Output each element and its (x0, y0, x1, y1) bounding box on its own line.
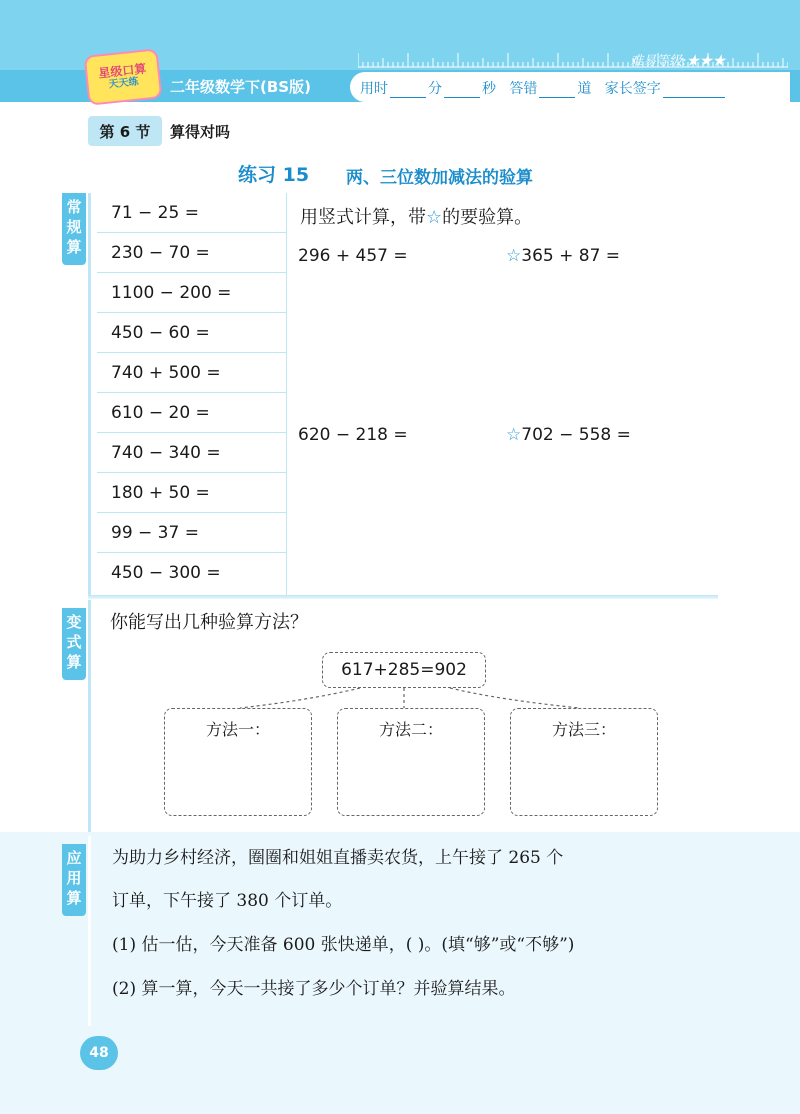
exercise-title: 练习 15 (238, 164, 310, 186)
routine-item: 1100 − 200 = (97, 273, 287, 313)
difficulty-stars: ★★★ (686, 54, 726, 69)
problem-2 (506, 246, 620, 266)
section-number: 第 6 节 (88, 116, 162, 146)
tab-routine-label: 常 规 算 (66, 198, 82, 256)
timing-row (360, 78, 725, 98)
instruction-pre: 用竖式计算，带 (300, 207, 426, 228)
problem-4 (506, 425, 631, 445)
wrong-label: 答错 (509, 81, 538, 97)
application-left-border (88, 836, 91, 1026)
exercise-subtitle: 两、三位数加减法的验算 (346, 168, 533, 188)
routine-item: 740 + 500 = (97, 353, 287, 393)
time-blank[interactable] (390, 83, 426, 98)
routine-item: 610 − 20 = (97, 393, 287, 433)
routine-table (97, 193, 287, 593)
routine-item: 71 − 25 = (97, 193, 287, 233)
time-label: 用时 (360, 81, 388, 97)
wrong-blank[interactable] (539, 83, 575, 98)
routine-left-border (88, 193, 91, 595)
table-divider (286, 193, 287, 595)
problem-2-text: 365 + 87 = (521, 246, 621, 266)
book-title: 二年级数学下(BS版) (170, 78, 311, 96)
difficulty-label: 难易等级: (630, 54, 687, 69)
variation-question: 你能写出几种验算方法？ (110, 612, 308, 633)
routine-item: 180 + 50 = (97, 473, 287, 513)
star-icon: ☆ (506, 425, 522, 445)
method-box-1[interactable]: 方法一： (164, 708, 312, 816)
app-line-1: 为助力乡村经济，圈圈和姐姐直播卖农货，上午接了 265 个 (112, 848, 564, 868)
series-logo (84, 48, 163, 105)
routine-item: 99 − 37 = (97, 513, 287, 553)
sec-label: 秒 (482, 81, 496, 97)
min-label: 分 (428, 81, 442, 97)
routine-item: 740 − 340 = (97, 433, 287, 473)
method-box-2[interactable]: 方法二： (337, 708, 485, 816)
routine-item: 450 − 60 = (97, 313, 287, 353)
logo-line2: 天天练 (108, 76, 140, 91)
app-line-2: 订单，下午接了 380 个订单。 (112, 891, 343, 911)
equation-box: 617+285=902 (322, 652, 486, 688)
tab-variation (62, 608, 86, 680)
app-question-2: (2) 算一算，今天一共接了多少个订单？并验算结果。 (112, 979, 516, 999)
method-box-3[interactable]: 方法三： (510, 708, 658, 816)
routine-instruction (300, 203, 532, 229)
routine-item: 230 − 70 = (97, 233, 287, 273)
difficulty (630, 50, 725, 69)
logo-line1: 星级口算 (97, 61, 147, 81)
item-label: 道 (577, 81, 592, 97)
tab-application (62, 844, 86, 916)
section-title: 算得对吗 (170, 122, 231, 141)
problem-1: 296 + 457 = (298, 246, 408, 266)
star-icon: ☆ (506, 246, 522, 266)
sec-blank[interactable] (444, 83, 480, 98)
parent-sign-blank[interactable] (663, 83, 725, 98)
variation-left-border (88, 600, 91, 832)
routine-item: 450 − 300 = (111, 563, 221, 583)
problem-4-text: 702 − 558 = (521, 425, 631, 445)
app-question-1: (1) 估一估，今天准备 600 张快递单，( )。(填“够”或“不够”) (112, 935, 575, 955)
instruction-post: 的要验算。 (442, 207, 533, 228)
tab-routine (62, 193, 86, 265)
star-icon: ☆ (426, 207, 443, 228)
problem-3: 620 − 218 = (298, 425, 408, 445)
tab-application-label: 应 用 算 (66, 849, 82, 907)
parent-sign-label: 家长签字 (604, 81, 661, 97)
routine-bottom-border (88, 595, 718, 599)
application-background (0, 832, 800, 1114)
page-number: 48 (80, 1036, 118, 1070)
tab-variation-label: 变 式 算 (66, 613, 82, 671)
